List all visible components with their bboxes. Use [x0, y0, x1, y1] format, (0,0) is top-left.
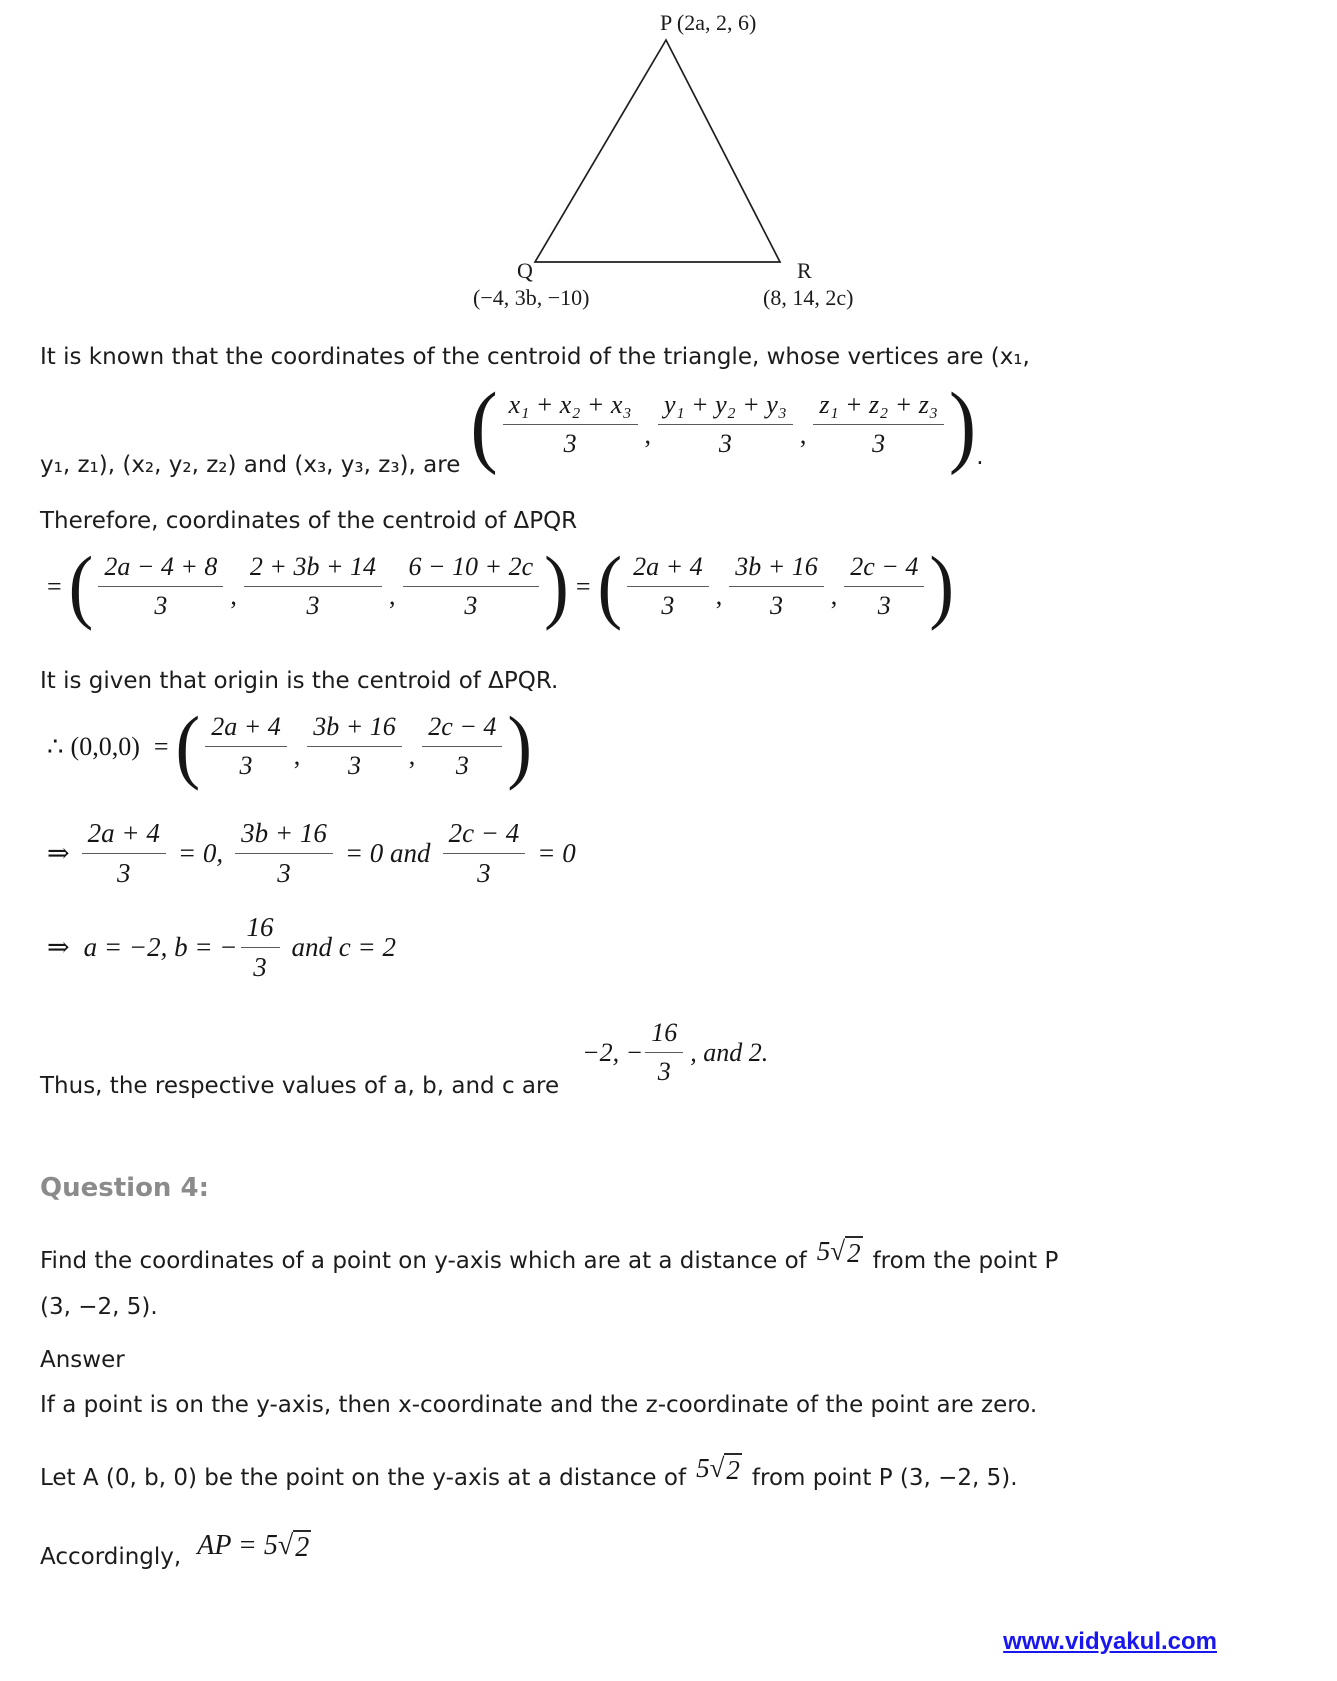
- fraction-denominator: 3: [563, 429, 577, 459]
- fraction: [422, 712, 502, 781]
- values-text-post: and c = 2: [291, 932, 396, 962]
- fraction-denominator: 3: [872, 429, 886, 459]
- triangle-diagram: [500, 30, 820, 270]
- centroid-equation: [40, 540, 954, 632]
- sqrt-radicand: 2: [295, 1532, 310, 1563]
- fraction-x: [503, 390, 638, 459]
- equals-zero-text: = 0 and: [344, 838, 431, 868]
- centroid-formula: [470, 373, 977, 476]
- therefore-symbol: ∴: [47, 731, 64, 761]
- equals-zero-text: = 0: [537, 838, 576, 868]
- right-paren: ): [929, 540, 954, 632]
- fraction: [627, 552, 709, 621]
- fraction-denominator: 3: [877, 591, 891, 620]
- implies-symbol: ⇒: [47, 838, 70, 868]
- fraction-denominator: 3: [154, 591, 168, 620]
- fraction-numerator: 3b + 16: [235, 818, 333, 854]
- question-text-prefix: Find the coordinates of a point on y-axis which are at a distance of: [40, 1248, 807, 1274]
- fraction-denominator: 3: [718, 429, 732, 459]
- fraction-denominator: 3: [239, 751, 253, 780]
- fraction-numerator: 2a − 4 + 8: [98, 552, 223, 587]
- equals-sign: =: [47, 571, 62, 601]
- question-4-line2: (3, −2, 5).: [40, 1294, 158, 1320]
- question-4-heading: Question 4:: [40, 1173, 209, 1203]
- therefore-line: Therefore, coordinates of the centroid of ΔPQR: [40, 508, 578, 534]
- vertex-q-label: Q: [517, 258, 533, 283]
- answer-label: Answer: [40, 1347, 125, 1373]
- comma: ,: [408, 741, 416, 770]
- radical-icon: √: [830, 1236, 846, 1266]
- fraction: [244, 552, 382, 621]
- fraction-denominator: 3: [277, 858, 291, 888]
- zero-equation: [40, 818, 583, 889]
- fraction-numerator: 2 + 3b + 14: [244, 552, 382, 587]
- fraction-y: [658, 390, 793, 459]
- fraction: [844, 552, 924, 621]
- fraction-numerator: 3b + 16: [729, 552, 824, 587]
- fraction-denominator: 3: [464, 591, 478, 620]
- sqrt-radicand: 2: [847, 1238, 861, 1268]
- fraction: [443, 818, 526, 889]
- let-text-prefix: Let A (0, b, 0) be the point on the y-axis at a distance of: [40, 1465, 687, 1491]
- given-line: It is given that origin is the centroid of ΔPQR.: [40, 668, 559, 694]
- sqrt-five-root-two: [817, 1236, 863, 1269]
- right-paren: ): [507, 700, 533, 792]
- origin-equation: [40, 700, 533, 792]
- left-paren: (: [470, 373, 498, 476]
- sqrt-coefficient: 5: [696, 1453, 710, 1483]
- ap-prefix: AP = 5: [197, 1530, 278, 1561]
- sentence-period: .: [976, 443, 984, 470]
- comma: ,: [715, 581, 723, 610]
- fraction-denominator: 3: [253, 952, 267, 982]
- comma: ,: [230, 581, 237, 610]
- ap-equation: [197, 1530, 311, 1564]
- fraction-numerator: 2a + 4: [205, 712, 287, 747]
- right-paren: ): [948, 373, 977, 476]
- vertex-r-label: R: [797, 258, 812, 283]
- accordingly-text: Accordingly,: [40, 1544, 182, 1570]
- fraction-numerator: x₁ + x₂ + x₃: [503, 390, 638, 425]
- let-text-suffix: from point P (3, −2, 5).: [751, 1465, 1018, 1491]
- fraction: [403, 552, 540, 621]
- triangle-figure: [0, 0, 1337, 330]
- fraction-numerator: 2a + 4: [82, 818, 166, 854]
- sqrt-five-root-two: [696, 1453, 742, 1486]
- fraction-numerator: 2c − 4: [844, 552, 924, 587]
- fraction-denominator: 3: [455, 751, 469, 780]
- vertices-text: y₁, z₁), (x₂, y₂, z₂) and (x₃, y₃, z₃), are: [40, 451, 461, 478]
- sqrt-coefficient: 5: [816, 1236, 831, 1266]
- vertex-p-label: P (2a, 2, 6): [660, 10, 757, 35]
- thus-row: [40, 1018, 775, 1101]
- thus-text: Thus, the respective values of a, b, and c are: [40, 1073, 560, 1099]
- fraction: [205, 712, 287, 781]
- left-paren: (: [175, 700, 201, 792]
- fraction-denominator: 3: [769, 591, 783, 620]
- implies-symbol: ⇒: [47, 932, 70, 962]
- values-text-pre: a = −2, b = −: [83, 932, 238, 962]
- fraction: [235, 818, 333, 889]
- fraction-denominator: 3: [116, 858, 131, 888]
- left-paren: (: [68, 540, 94, 632]
- fraction-numerator: z₁ + z₂ + z₃: [813, 390, 944, 425]
- centroid-formula-row: [40, 373, 984, 480]
- fraction: [729, 552, 824, 621]
- fraction-denominator: 3: [348, 751, 362, 780]
- vertex-q-coords: (−4, 3b, −10): [473, 285, 590, 310]
- fraction-z: [813, 390, 944, 459]
- fraction-denominator: 3: [477, 858, 491, 888]
- comma: ,: [830, 581, 838, 610]
- sqrt-radicand: 2: [726, 1455, 740, 1485]
- question-4-line1: [40, 1236, 1059, 1276]
- intro-paragraph: It is known that the coordinates of the centroid of the triangle, whose vertices are (x₁,: [40, 344, 1030, 370]
- result-post: , and 2.: [690, 1037, 769, 1067]
- fraction-numerator: 2a + 4: [627, 552, 709, 587]
- fraction: [307, 712, 402, 781]
- fraction-numerator: y₁ + y₂ + y₃: [658, 390, 793, 425]
- radical-icon: √: [277, 1530, 294, 1561]
- equals-sign: =: [575, 571, 591, 601]
- radical-icon: √: [709, 1453, 725, 1483]
- right-paren: ): [544, 540, 569, 632]
- fraction-numerator: 2c − 4: [422, 712, 502, 747]
- fraction-numerator: 16: [241, 912, 280, 948]
- let-point-row: [40, 1453, 1018, 1493]
- fraction-denominator: 3: [657, 1057, 671, 1086]
- fraction: [645, 1018, 683, 1087]
- result-values: [575, 1018, 775, 1087]
- comma: ,: [293, 741, 301, 770]
- fraction-denominator: 3: [306, 591, 320, 620]
- triangle-shape: [535, 40, 780, 262]
- fraction: [241, 912, 280, 983]
- fraction-numerator: 6 − 10 + 2c: [403, 552, 540, 587]
- comma: ,: [644, 419, 651, 449]
- equals-sign: =: [153, 731, 169, 761]
- values-equation: [40, 912, 403, 983]
- fraction-numerator: 3b + 16: [307, 712, 402, 747]
- vertex-r-coords: (8, 14, 2c): [763, 285, 854, 310]
- question-text-suffix: from the point P: [872, 1248, 1059, 1274]
- origin-triplet: (0,0,0): [70, 731, 140, 761]
- result-pre: −2, −: [582, 1037, 644, 1067]
- footer-website-link[interactable]: www.vidyakul.com: [1003, 1628, 1217, 1655]
- left-paren: (: [597, 540, 623, 632]
- fraction-numerator: 16: [645, 1018, 683, 1053]
- answer-line1: If a point is on the y-axis, then x-coordinate and the z-coordinate of the point are zero.: [40, 1392, 1038, 1418]
- equals-zero-text: = 0,: [177, 838, 224, 868]
- fraction-numerator: 2c − 4: [443, 818, 526, 854]
- accordingly-row: [40, 1530, 321, 1572]
- fraction: [82, 818, 166, 889]
- comma: ,: [389, 581, 396, 610]
- comma: ,: [799, 419, 807, 449]
- fraction: [98, 552, 223, 621]
- fraction-denominator: 3: [661, 591, 675, 620]
